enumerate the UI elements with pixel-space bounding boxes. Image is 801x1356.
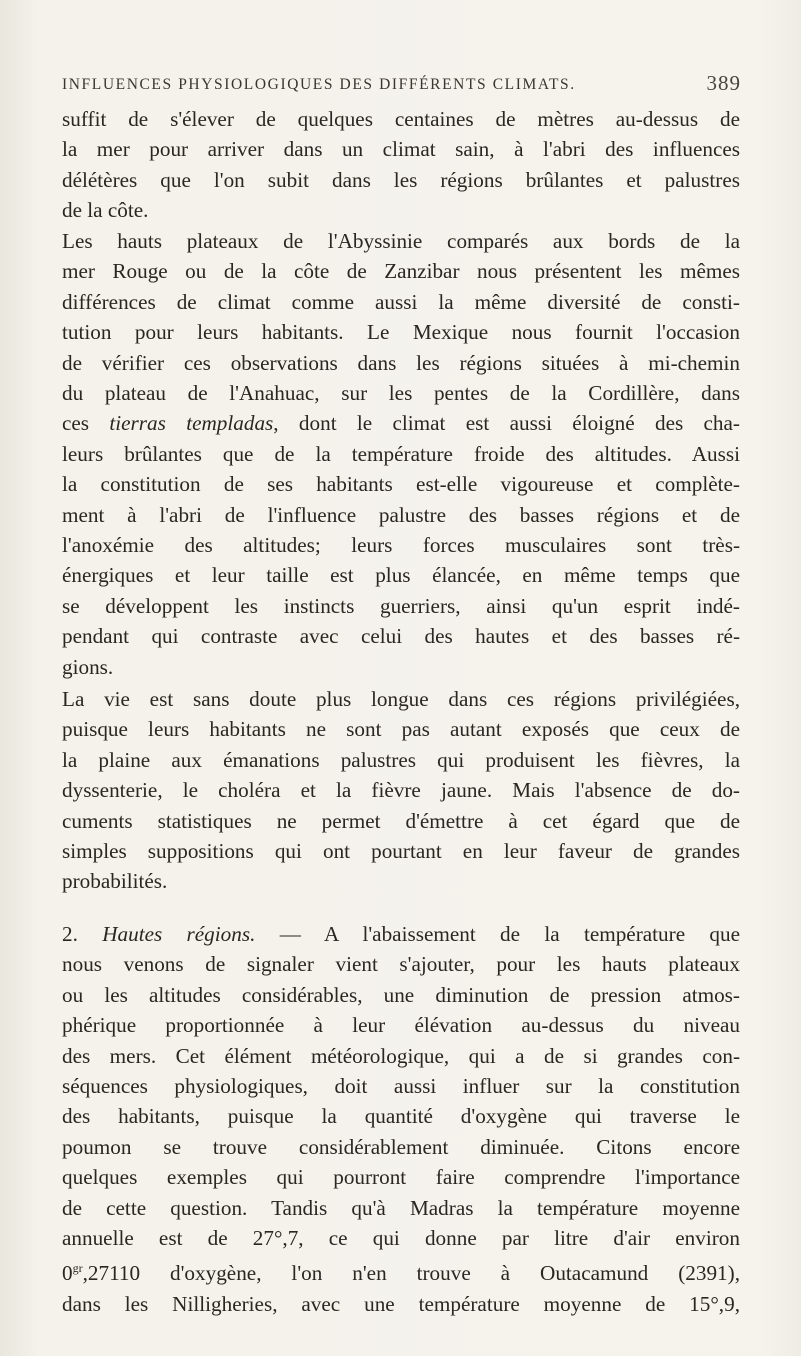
text-line: puisque leurs habitants ne sont pas autant exposés que ceux de [62, 717, 740, 742]
text-line: gions. [62, 654, 114, 679]
paragraph-abyssinie [62, 226, 740, 682]
unit-superscript: gr [72, 1261, 83, 1276]
paragraph-hautes-regions [62, 919, 740, 1319]
running-title: INFLUENCES PHYSIOLOGIQUES DES DIFFÉRENTS CLIMATS. [62, 76, 576, 93]
text-line: pendant qui contraste avec celui des hautes et des basses ré- [62, 624, 740, 649]
text-line: suffit de s'élever de quelques centaines de mètres au-dessus de [62, 107, 740, 131]
text-line-tierras [62, 408, 740, 438]
text-line: La vie est sans doute plus longue dans ces régions privilégiées, [62, 687, 740, 711]
paragraph-la-vie [62, 684, 740, 897]
text-line: Les hauts plateaux de l'Abyssinie comparés aux bords de la [62, 229, 740, 253]
text-line: annuelle est de 27°,7, ce qui donne par litre d'air environ [62, 1226, 740, 1251]
text-line: ment à l'abri de l'influence palustre des basses régions et de [62, 502, 740, 527]
text-line: probabilités. [62, 869, 168, 894]
text-line: la mer pour arriver dans un climat sain, à l'abri des influences [62, 137, 740, 162]
text-line: se développent les instincts guerriers, ainsi qu'un esprit indé- [62, 593, 740, 618]
paragraph-continuation [62, 104, 740, 226]
tierras-line-text: ces tierras templadas, dont le climat est aussi éloigné des cha- [62, 411, 740, 436]
section-number: 2. [62, 922, 78, 946]
text-line: ou les altitudes considérables, une diminution de pression atmos- [62, 982, 740, 1007]
text-line: dans les Nilligheries, avec une température moyenne de 15°,9, [62, 1291, 740, 1316]
text-line: quelques exemples qui pourront faire comprendre l'importance [62, 1165, 740, 1190]
text-line: l'anoxémie des altitudes; leurs forces musculaires sont très- [62, 533, 740, 558]
text-line: simples suppositions qui ont pourtant en leur faveur de grandes [62, 839, 740, 864]
text-line: leurs brûlantes que de la température froide des altitudes. Aussi [62, 441, 740, 466]
text-line: la constitution de ses habitants est-elle vigoureuse et complète- [62, 472, 740, 497]
text-line: de vérifier ces observations dans les régions situées à mi-chemin [62, 350, 740, 375]
text-line: cuments statistiques ne permet d'émettre à cet égard que de [62, 808, 740, 833]
text-line: mer Rouge ou de la côte de Zanzibar nous présentent les mêmes [62, 259, 740, 284]
text-line: de la côte. [62, 198, 149, 223]
heading-line-rest: — A l'abaissement de la température que [255, 922, 741, 946]
text-line: différences de climat comme aussi la même diversité de consti- [62, 289, 740, 314]
text-line: des mers. Cet élément météorologique, qui a de si grandes con- [62, 1043, 740, 1068]
page-number: 389 [706, 71, 741, 95]
italic-phrase: tierras templadas [109, 411, 274, 436]
text-line: tution pour leurs habitants. Le Mexique nous fournit l'occasion [62, 320, 740, 345]
text-line: délétères que l'on subit dans les régions brûlantes et palustres [62, 167, 740, 192]
text-line: énergiques et leur taille est plus élancée, en même temps que [62, 563, 740, 588]
text-line: nous venons de signaler vient s'ajouter, pour les hauts plateaux [62, 952, 740, 977]
page-header [62, 71, 741, 100]
text-line: la plaine aux émanations palustres qui produisent les fièvres, la [62, 747, 740, 772]
text-line: dyssenterie, le choléra et la fièvre jaune. Mais l'absence de do- [62, 778, 740, 803]
text-line: séquences physiologiques, doit aussi influer sur la constitution [62, 1074, 740, 1099]
text-line: de cette question. Tandis qu'à Madras la température moyenne [62, 1195, 740, 1220]
text-line: poumon se trouve considérablement diminuée. Citons encore [62, 1134, 740, 1159]
text-line: du plateau de l'Anahuac, sur les pentes de la Cordillère, dans [62, 381, 740, 406]
text-line: des habitants, puisque la quantité d'oxygène qui traverse le [62, 1104, 740, 1129]
section-heading-line [62, 919, 740, 949]
text-line: phérique proportionnée à leur élévation au-dessus du niveau [62, 1013, 740, 1038]
section-title: Hautes régions. [102, 922, 256, 946]
text-line: $0^{gr},27110$ d'oxygène, l'on n'en trouve à Outacamund (2391), [62, 1261, 740, 1286]
